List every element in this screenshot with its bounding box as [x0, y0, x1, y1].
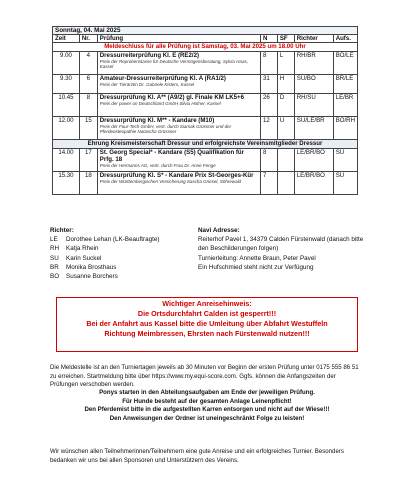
note-stewards: Den Anweisungen der Ordner ist uneingeschränkt Folge zu leisten! — [109, 414, 305, 422]
judge-name: Dorothee Lehan (LK-Beauftragte) — [66, 236, 160, 244]
cell-richter: RH/BR — [294, 52, 333, 75]
cell-aufs: SU — [333, 149, 357, 172]
warning-box — [56, 297, 358, 352]
section-row — [53, 140, 358, 149]
note-ponies: Ponys starten in den Abteilungsaufgaben am Ende der jeweiligen Prüfung. — [99, 389, 315, 396]
judge-item — [50, 272, 190, 281]
cell-nr: 4 — [79, 52, 97, 75]
table-row — [53, 149, 358, 172]
judge-name: Monika Brosthaus — [66, 263, 117, 271]
test-sponsor: Preis der Tierärztin Dr. Gabriele Kisters, Kassel — [99, 82, 195, 87]
closing-paragraph: Wir wünschen allen Teilnehmerinnen/Teilnehmern eine gute Anreise und ein erfolgreiches Turnier. Besonders bedanken wir uns bei allen Sponsoren und Unterstützern des Vereins. — [50, 448, 344, 464]
header-pruefung: Prüfung — [97, 35, 260, 43]
judge-code: RH — [50, 245, 60, 253]
cell-time: 12.00 — [53, 117, 80, 140]
cell-time: 14.00 — [53, 149, 80, 172]
table-row — [53, 75, 358, 94]
judge-item — [50, 254, 190, 263]
cell-sf — [277, 172, 294, 195]
judges-heading: Richter: — [50, 227, 74, 234]
test-title: Dressurreiterprüfung Kl. E (RE2/2) — [99, 52, 199, 59]
judge-code: SU — [50, 254, 59, 262]
cell-aufs: SU — [333, 172, 357, 195]
header-sf: SF — [277, 35, 294, 43]
header-aufs: Aufs. — [333, 35, 357, 43]
judges-block — [50, 226, 190, 281]
navi-address: Reiterhof Pavel 1, 34379 Calden Fürstenwald (danach bitte — [198, 236, 364, 244]
cell-time: 9.00 — [53, 52, 80, 75]
judge-code: BR — [50, 263, 59, 271]
header-nr: Nr. — [79, 35, 97, 43]
cell-nr: 18 — [79, 172, 97, 195]
cell-n: 31 — [260, 75, 277, 94]
cell-richter: SU/LE/BR — [294, 117, 333, 140]
table-row — [53, 52, 358, 75]
cell-sf: U — [277, 117, 294, 140]
deadline-row — [53, 43, 358, 52]
header-n: N — [260, 35, 277, 43]
test-sponsor: Preis der Four-Tech GmbH, vertr. durch Siamak Grüssner und der Pferdeosteopathie Natascha Grüssner — [99, 124, 232, 134]
warning-title: Wichtiger Anreisehinweis: — [162, 299, 252, 308]
section-title: Ehrung Kreismeisterschaft Dressur und erfolgreichste Vereinsmitglieder Dressur — [53, 140, 358, 149]
cell-aufs: BO/LE — [333, 52, 357, 75]
test-sponsor: Preis der Württembergischen Versicherung Sascha Griesel, Söhrewald — [99, 179, 242, 184]
cell-richter: SU/BO — [294, 75, 333, 94]
judge-name: Karin Suckel — [66, 254, 102, 262]
test-title: Amateur-Dressurreiterprüfung Kl. A (RA1/2) — [99, 75, 226, 82]
cell-sf — [277, 149, 294, 172]
schedule-date: Sonntag, 04. Mai 2025 — [53, 27, 358, 35]
header-row — [53, 35, 358, 43]
test-sponsor: Preis der power on Deutschland GmbH Silvia Hofner, Kassel — [99, 101, 221, 106]
cell-n: 8 — [260, 52, 277, 75]
warning-line-1: Die Ortsdurchfahrt Calden ist gesperrt!!! — [137, 309, 277, 318]
judge-item — [50, 244, 190, 253]
test-title: Dressurprüfung Kl. M** - Kandare (M10) — [99, 117, 215, 124]
judge-code: LE — [50, 236, 58, 244]
navi-heading: Navi Adresse: — [198, 227, 240, 234]
test-sponsor: Preis der Hermanns AG, vertr. durch Frau Dr. Anne Fenge — [99, 163, 216, 168]
tournament-management: Turnierleitung: Annette Braun, Peter Pavel — [198, 254, 316, 262]
judge-item — [50, 263, 190, 272]
cell-n: 12 — [260, 117, 277, 140]
cell-pruefung — [97, 149, 260, 172]
judge-code: BO — [50, 273, 60, 281]
cell-nr: 15 — [79, 117, 97, 140]
farrier-note: Ein Hufschmied steht nicht zur Verfügung — [198, 263, 314, 271]
cell-pruefung — [97, 172, 260, 195]
cell-n: 26 — [260, 94, 277, 117]
cell-pruefung — [97, 94, 260, 117]
cell-nr: 17 — [79, 149, 97, 172]
office-paragraph: Die Meldestelle ist an den Turniertagen jeweils ab 30 Minuten vor Beginn der ersten Prüfung unter 0175 555 86 51 zu erreichen. Startmeldung bitte über https://www.my.equi-score.com. Ggfs. können die Anfangszeiten der Prüfungen verschoben werden. — [50, 364, 359, 388]
cell-aufs: LE/BR — [333, 94, 357, 117]
cell-time: 15.30 — [53, 172, 80, 195]
test-title: St. Georg Special* - Kandare (S5) Qualifikation für Prfg. 18 — [99, 149, 245, 163]
judge-name: Katja Rhein — [66, 245, 99, 253]
header-zeit: Zeit — [53, 35, 80, 43]
cell-richter: RH/SU — [294, 94, 333, 117]
warning-line-3: Richtung Meimbressen, Ehrsten nach Fürstenwald nutzen!!! — [104, 329, 310, 338]
table-row — [53, 94, 358, 117]
cell-nr: 8 — [79, 94, 97, 117]
judge-item — [50, 235, 190, 244]
judge-name: Susanne Borchers — [66, 273, 118, 281]
cell-nr: 6 — [79, 75, 97, 94]
cell-sf: H — [277, 75, 294, 94]
table-row — [53, 172, 358, 195]
cell-pruefung — [97, 117, 260, 140]
deadline-notice: Meldeschluss für alle Prüfung ist Samstag, 03. Mai 2025 um 18.00 Uhr — [53, 43, 358, 52]
cell-richter: LE/BR/BO — [294, 172, 333, 195]
cell-n: 7 — [260, 172, 277, 195]
test-sponsor: Preis der Reprobenstasse für Deutsche Vermögensberatung, Sylvia Haas, Kassel — [99, 59, 248, 69]
cell-time: 10.45 — [53, 94, 80, 117]
header-richter: Richter — [294, 35, 333, 43]
test-title: Dressurprüfung Kl. A** (A9/2) gl. Finale KM LK5+6 — [99, 94, 244, 101]
cell-aufs: BO/RH — [333, 117, 357, 140]
cell-richter: LE/BR/BO — [294, 149, 333, 172]
date-row — [53, 27, 358, 35]
cell-sf: L — [277, 52, 294, 75]
test-title: Dressurprüfung Kl. S* - Kandare Prix St-Georges-Kür — [99, 172, 254, 179]
cell-sf: D — [277, 94, 294, 117]
warning-line-2: Bei der Anfahrt aus Kassel bitte die Umleitung über Abfahrt Westuffeln — [86, 319, 328, 328]
table-row — [53, 117, 358, 140]
bold-notes — [50, 389, 364, 423]
navi-address-cont: den Beschilderungen folgen) — [198, 245, 279, 253]
cell-pruefung — [97, 75, 260, 94]
schedule-table — [52, 26, 358, 195]
note-dogs: Für Hunde besteht auf der gesamten Anlage Leinenpflicht! — [122, 397, 292, 405]
cell-n: 8 — [260, 149, 277, 172]
cell-aufs: BR/LE — [333, 75, 357, 94]
note-manure: Den Pferdemist bitte in die aufgestellten Karren entsorgen und nicht auf der Wiese!!! — [84, 406, 330, 413]
cell-time: 9.30 — [53, 75, 80, 94]
navi-block — [198, 226, 398, 272]
cell-pruefung — [97, 52, 260, 75]
